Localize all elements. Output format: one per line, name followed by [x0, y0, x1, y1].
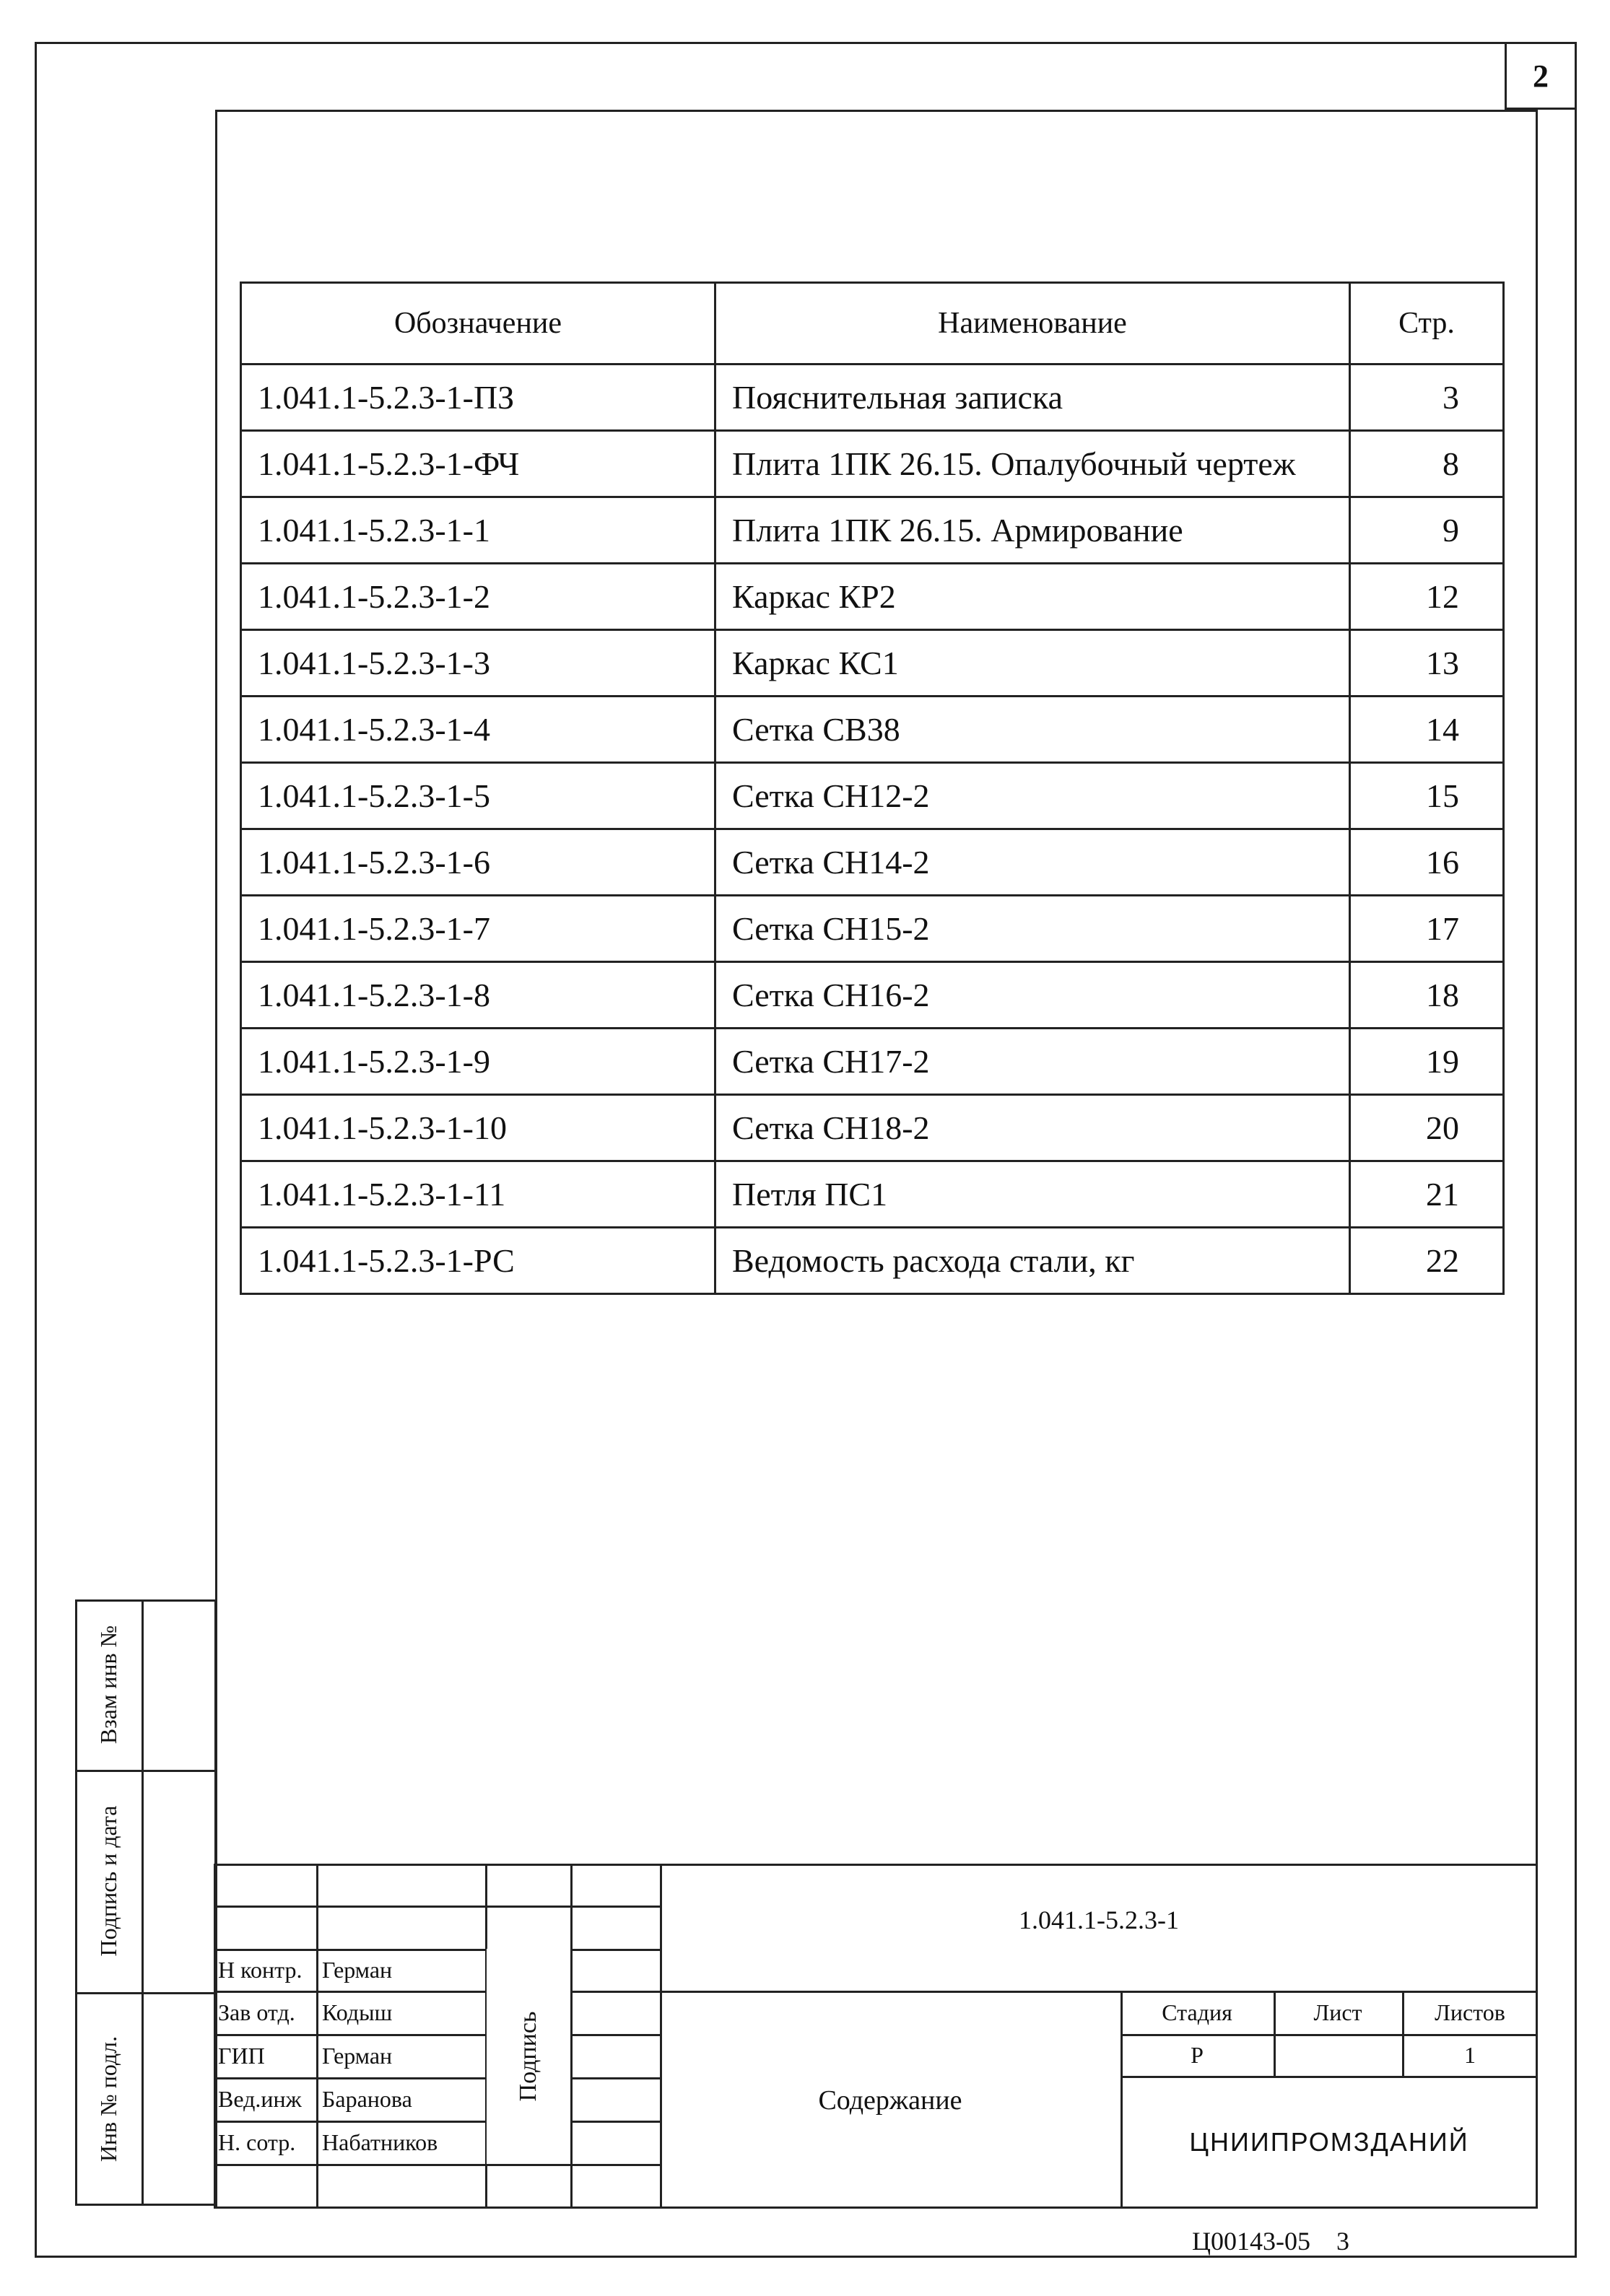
row-name: Ведомость расхода стали, кг: [715, 1228, 1350, 1294]
row-designation: 1.041.1-5.2.3-1-5: [241, 763, 715, 829]
table-row: [241, 896, 1504, 962]
contents-table: [240, 281, 1505, 1295]
table-row: [241, 1029, 1504, 1095]
side-label-inv-podl: Инв № подл.: [95, 2035, 121, 2162]
sheets-value: 1: [1464, 2041, 1476, 2068]
row-designation: 1.041.1-5.2.3-1-10: [241, 1095, 715, 1161]
row-page: 17: [1350, 896, 1504, 962]
side-label-vzam: Взам инв №: [95, 1625, 121, 1745]
stage-value: Р: [1191, 2041, 1204, 2068]
table-row: [241, 829, 1504, 896]
row-name: Каркас КС1: [715, 630, 1350, 697]
row-name: Петля ПС1: [715, 1161, 1350, 1228]
row-designation: 1.041.1-5.2.3-1-7: [241, 896, 715, 962]
header-page: Стр.: [1350, 283, 1504, 365]
sheet-number: 2: [1505, 42, 1577, 110]
table-row: [241, 497, 1504, 564]
row-name: Каркас КР2: [715, 564, 1350, 630]
row-designation: 1.041.1-5.2.3-1-ПЗ: [241, 365, 715, 431]
signer-role-5: Н. сотр.: [218, 2129, 296, 2155]
table-row: [241, 763, 1504, 829]
table-row: [241, 630, 1504, 697]
row-name: Сетка СН15-2: [715, 896, 1350, 962]
row-page: 12: [1350, 564, 1504, 630]
signer-role-1: Н контр.: [218, 1956, 303, 1983]
row-designation: 1.041.1-5.2.3-1-РС: [241, 1228, 715, 1294]
row-designation: 1.041.1-5.2.3-1-4: [241, 697, 715, 763]
row-page: 13: [1350, 630, 1504, 697]
row-designation: 1.041.1-5.2.3-1-3: [241, 630, 715, 697]
sheets-label: Листов: [1435, 1999, 1505, 2025]
row-name: Плита 1ПК 26.15. Опалубочный чертеж: [715, 431, 1350, 497]
signature-column-label: Подпись: [487, 1949, 570, 2164]
signer-role-4: Вед.инж: [218, 2085, 302, 2112]
sheet-label: Лист: [1313, 1999, 1362, 2025]
row-designation: 1.041.1-5.2.3-1-ФЧ: [241, 431, 715, 497]
row-designation: 1.041.1-5.2.3-1-2: [241, 564, 715, 630]
signer-name-2: Кодыш: [322, 1999, 393, 2025]
table-row: [241, 431, 1504, 497]
row-name: Сетка СН17-2: [715, 1029, 1350, 1095]
table-row: [241, 1228, 1504, 1294]
table-row: [241, 365, 1504, 431]
row-page: 18: [1350, 962, 1504, 1029]
stage-label: Стадия: [1162, 1999, 1232, 2025]
row-name: Пояснительная записка: [715, 365, 1350, 431]
signer-name-4: Баранова: [322, 2085, 412, 2112]
table-row: [241, 564, 1504, 630]
row-designation: 1.041.1-5.2.3-1-1: [241, 497, 715, 564]
table-row: [241, 962, 1504, 1029]
row-name: Сетка СН12-2: [715, 763, 1350, 829]
organization: ЦНИИПРОМЗДАНИЙ: [1189, 2127, 1469, 2157]
row-page: 15: [1350, 763, 1504, 829]
row-page: 16: [1350, 829, 1504, 896]
row-page: 22: [1350, 1228, 1504, 1294]
row-designation: 1.041.1-5.2.3-1-6: [241, 829, 715, 896]
row-page: 19: [1350, 1029, 1504, 1095]
side-label-podpis-data: Подпись и дата: [95, 1805, 121, 1957]
row-page: 21: [1350, 1161, 1504, 1228]
row-page: 9: [1350, 497, 1504, 564]
signer-name-3: Герман: [322, 2042, 393, 2069]
row-page: 8: [1350, 431, 1504, 497]
row-designation: 1.041.1-5.2.3-1-9: [241, 1029, 715, 1095]
header-designation: Обозначение: [241, 283, 715, 365]
table-row: [241, 1161, 1504, 1228]
signer-role-2: Зав отд.: [218, 1999, 295, 2025]
header-name: Наименование: [715, 283, 1350, 365]
document-title: Содержание: [818, 2085, 962, 2116]
signer-name-1: Герман: [322, 1956, 393, 1983]
table-header-row: [241, 283, 1504, 365]
row-page: 20: [1350, 1095, 1504, 1161]
row-name: Сетка СН18-2: [715, 1095, 1350, 1161]
row-name: Сетка СН16-2: [715, 962, 1350, 1029]
sheet-value: [1274, 2034, 1402, 2076]
signer-role-3: ГИП: [218, 2042, 265, 2069]
doc-code: 1.041.1-5.2.3-1: [1019, 1906, 1179, 1934]
row-page: 3: [1350, 365, 1504, 431]
table-row: [241, 697, 1504, 763]
row-designation: 1.041.1-5.2.3-1-11: [241, 1161, 715, 1228]
row-name: Плита 1ПК 26.15. Армирование: [715, 497, 1350, 564]
signer-name-5: Набатников: [322, 2129, 438, 2155]
row-page: 14: [1350, 697, 1504, 763]
row-name: Сетка СВ38: [715, 697, 1350, 763]
row-name: Сетка СН14-2: [715, 829, 1350, 896]
table-row: [241, 1095, 1504, 1161]
row-designation: 1.041.1-5.2.3-1-8: [241, 962, 715, 1029]
footer-code: Ц00143-05 3: [1192, 2227, 1349, 2256]
